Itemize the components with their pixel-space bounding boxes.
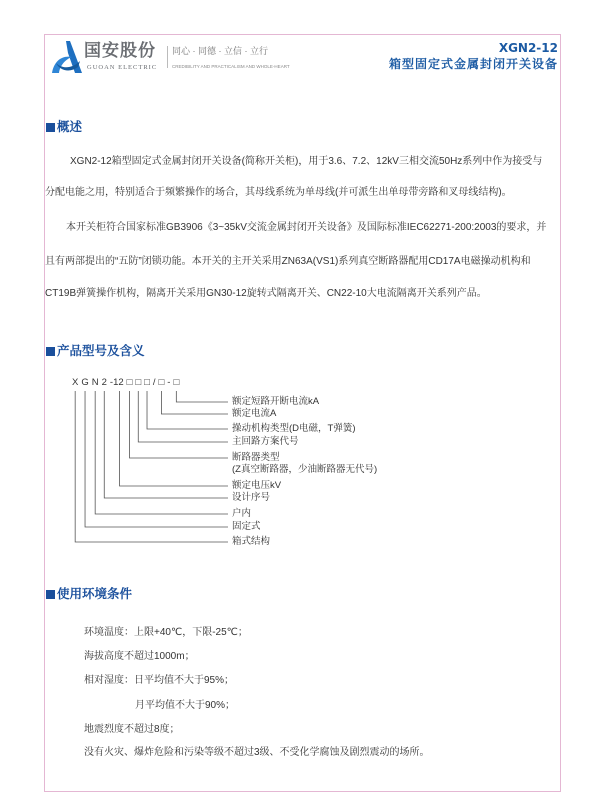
- code-char: □: [135, 377, 142, 388]
- overview-line: 本开关柜符合国家标准GB3906《3~35kV交流金属封闭开关设备》及国际标准IEC62271-200:2003的要求，并: [66, 222, 547, 233]
- code-char: □: [144, 377, 150, 388]
- slogan-en: CREDIBILITY AND PRACTICALISM AND WHOLE-HEART: [172, 64, 290, 69]
- code-label: (Z真空断路器，少油断路器无代号): [232, 464, 378, 475]
- code-label: 设计序号: [232, 492, 271, 503]
- code-char: N: [91, 377, 99, 388]
- code-label: 箱式结构: [232, 536, 271, 547]
- connector-line: [138, 391, 228, 442]
- code-label: 操动机构类型(D电磁，T弹簧): [232, 423, 356, 434]
- model-number: XGN2-12: [498, 41, 558, 55]
- environment-line: 月平均值不大于90%；: [135, 700, 236, 711]
- slogan: 同心 · 同德 · 立信 · 立行: [172, 46, 268, 56]
- code-label: 断路器类型: [232, 452, 280, 463]
- overview-line: 且有两部提出的“五防”闭锁功能。本开关的主开关采用ZN63A(VS1)系列真空断路器配用CD17A电磁操动机构和: [45, 256, 531, 267]
- connector-line: [161, 391, 228, 414]
- brand-name: 国安股份: [84, 41, 156, 60]
- code-label: 户内: [232, 508, 252, 519]
- environment-title: 使用环境条件: [57, 587, 133, 601]
- code-char: -: [167, 377, 171, 388]
- connector-line: [85, 391, 228, 527]
- connector-line: [104, 391, 228, 498]
- code-char: G: [81, 377, 89, 388]
- code-char: □: [158, 377, 165, 388]
- overview-line: CT19B弹簧操作机构，隔离开关采用GN30-12旋转式隔离开关、CN22-10大电流隔离开关系列产品。: [45, 288, 487, 299]
- overview-line: XGN2-12箱型固定式金属封闭开关设备(简称开关柜)，用于3.6、7.2、12kV三相交流50Hz系列中作为接受与: [70, 156, 543, 167]
- product-name: 箱型固定式金属封闭开关设备: [388, 57, 558, 71]
- code-label: 额定电流A: [232, 408, 277, 419]
- connector-line: [147, 391, 228, 429]
- code-char: X: [72, 377, 79, 388]
- code-char: 2: [101, 377, 107, 388]
- environment-line: 相对湿度：日平均值不大于95%；: [84, 675, 235, 686]
- square-bullet-icon: [46, 590, 55, 599]
- code-label: 固定式: [232, 521, 261, 532]
- environment-line: 没有火灾、爆炸危险和污染等级不超过3级、不受化学腐蚀及剧烈震动的场所。: [84, 747, 430, 758]
- code-char: □: [126, 377, 133, 388]
- environment-line: 海拔高度不超过1000m；: [84, 651, 195, 662]
- overview-line: 分配电能之用，特别适合于频繁操作的场合，其母线系统为单母线(并可派生出单母带旁路和叉母线结构)。: [45, 187, 512, 198]
- code-char: -12: [109, 377, 124, 388]
- overview-title: 概述: [57, 120, 83, 134]
- code-label: 额定短路开断电流kA: [232, 396, 320, 407]
- code-char: /: [152, 377, 156, 388]
- environment-line: 环境温度：上限+40℃，下限-25℃；: [84, 627, 248, 638]
- environment-heading: [46, 587, 132, 602]
- environment-line: 地震烈度不超过8度；: [84, 724, 180, 735]
- code-label: 主回路方案代号: [232, 436, 299, 447]
- brand-name-en: GUOAN ELECTRIC: [87, 64, 158, 71]
- connector-line: [176, 391, 228, 402]
- code-label: 额定电压kV: [232, 480, 282, 491]
- connector-line: [130, 391, 228, 458]
- connector-line: [120, 391, 228, 486]
- model-title: 产品型号及含义: [57, 344, 145, 358]
- code-char: □: [173, 377, 180, 388]
